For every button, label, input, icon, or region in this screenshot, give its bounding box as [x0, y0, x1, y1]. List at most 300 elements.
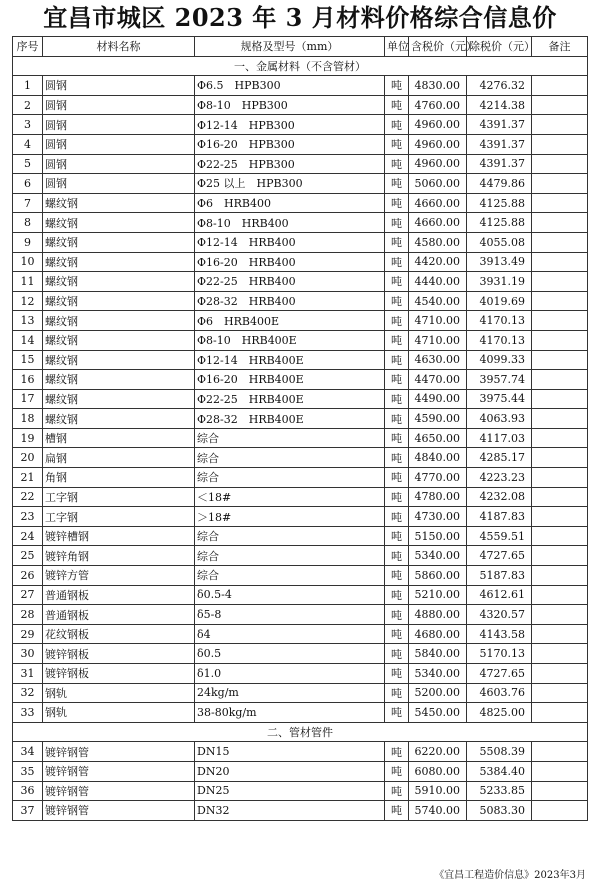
- cell-unit: 吨: [385, 154, 409, 174]
- cell-price-tax: 5340.00: [409, 546, 467, 566]
- cell-price-tax: 4960.00: [409, 154, 467, 174]
- col-header-remark: 备注: [532, 37, 588, 57]
- cell-price-tax: 4770.00: [409, 468, 467, 488]
- cell-remark: [532, 468, 588, 488]
- cell-price-tax: 4710.00: [409, 311, 467, 331]
- cell-price-notax: 4391.37: [467, 154, 532, 174]
- cell-spec: Φ6 HRB400E: [195, 311, 385, 331]
- cell-name: 槽钢: [43, 428, 195, 448]
- cell-spec: 综合: [195, 546, 385, 566]
- cell-index: 30: [13, 644, 43, 664]
- cell-spec: δ1.0: [195, 664, 385, 684]
- cell-index: 6: [13, 174, 43, 194]
- table-row: [13, 154, 588, 174]
- table-row: [13, 742, 588, 762]
- table-row: [13, 291, 588, 311]
- cell-remark: [532, 507, 588, 527]
- cell-price-tax: 4760.00: [409, 95, 467, 115]
- cell-index: 8: [13, 213, 43, 233]
- cell-unit: 吨: [385, 115, 409, 135]
- table-row: [13, 624, 588, 644]
- source-footer: 《宜昌工程造价信息》2023年3月: [434, 870, 586, 881]
- cell-price-tax: 6220.00: [409, 742, 467, 762]
- cell-unit: 吨: [385, 370, 409, 390]
- cell-price-notax: 4187.83: [467, 507, 532, 527]
- cell-unit: 吨: [385, 389, 409, 409]
- cell-unit: 吨: [385, 350, 409, 370]
- cell-price-notax: 3913.49: [467, 252, 532, 272]
- cell-index: 36: [13, 781, 43, 801]
- cell-remark: [532, 664, 588, 684]
- cell-index: 14: [13, 330, 43, 350]
- cell-index: 29: [13, 624, 43, 644]
- cell-unit: 吨: [385, 546, 409, 566]
- table-row: [13, 252, 588, 272]
- cell-unit: 吨: [385, 507, 409, 527]
- cell-spec: ＜18#: [195, 487, 385, 507]
- cell-price-tax: 5860.00: [409, 566, 467, 586]
- cell-remark: [532, 134, 588, 154]
- cell-remark: [532, 252, 588, 272]
- cell-spec: 综合: [195, 566, 385, 586]
- cell-spec: Φ28-32 HRB400E: [195, 409, 385, 429]
- cell-index: 37: [13, 801, 43, 821]
- section-row: [13, 56, 588, 76]
- table-row: [13, 134, 588, 154]
- cell-spec: 综合: [195, 428, 385, 448]
- cell-index: 13: [13, 311, 43, 331]
- table-row: [13, 546, 588, 566]
- cell-name: 螺纹钢: [43, 370, 195, 390]
- cell-price-tax: 4490.00: [409, 389, 467, 409]
- cell-name: 圆钢: [43, 154, 195, 174]
- cell-unit: 吨: [385, 468, 409, 488]
- cell-name: 螺纹钢: [43, 272, 195, 292]
- cell-price-notax: 4603.76: [467, 683, 532, 703]
- table-row: [13, 428, 588, 448]
- cell-unit: 吨: [385, 134, 409, 154]
- cell-price-tax: 4630.00: [409, 350, 467, 370]
- cell-spec: Φ16-20 HRB400E: [195, 370, 385, 390]
- cell-spec: δ0.5-4: [195, 585, 385, 605]
- cell-name: 角钢: [43, 468, 195, 488]
- cell-spec: Φ16-20 HPB300: [195, 134, 385, 154]
- cell-price-notax: 4612.61: [467, 585, 532, 605]
- table-row: [13, 115, 588, 135]
- cell-unit: 吨: [385, 193, 409, 213]
- cell-price-notax: 3975.44: [467, 389, 532, 409]
- cell-price-notax: 4125.88: [467, 213, 532, 233]
- cell-remark: [532, 291, 588, 311]
- table-row: [13, 370, 588, 390]
- cell-price-notax: 3931.19: [467, 272, 532, 292]
- cell-index: 33: [13, 703, 43, 723]
- cell-index: 32: [13, 683, 43, 703]
- cell-remark: [532, 585, 588, 605]
- table-row: [13, 272, 588, 292]
- cell-index: 24: [13, 526, 43, 546]
- cell-index: 7: [13, 193, 43, 213]
- cell-index: 27: [13, 585, 43, 605]
- cell-price-tax: 5060.00: [409, 174, 467, 194]
- cell-unit: 吨: [385, 585, 409, 605]
- cell-spec: 综合: [195, 526, 385, 546]
- cell-price-notax: 5187.83: [467, 566, 532, 586]
- cell-remark: [532, 174, 588, 194]
- cell-price-tax: 4650.00: [409, 428, 467, 448]
- cell-remark: [532, 546, 588, 566]
- cell-spec: Φ12-14 HRB400: [195, 232, 385, 252]
- table-row: [13, 448, 588, 468]
- cell-index: 1: [13, 76, 43, 96]
- cell-price-tax: 4880.00: [409, 605, 467, 625]
- cell-spec: δ0.5: [195, 644, 385, 664]
- cell-price-notax: 4285.17: [467, 448, 532, 468]
- cell-remark: [532, 409, 588, 429]
- cell-unit: 吨: [385, 566, 409, 586]
- cell-spec: δ4: [195, 624, 385, 644]
- table-row: [13, 76, 588, 96]
- cell-spec: Φ22-25 HPB300: [195, 154, 385, 174]
- cell-price-notax: 3957.74: [467, 370, 532, 390]
- cell-name: 花纹钢板: [43, 624, 195, 644]
- cell-price-notax: 5170.13: [467, 644, 532, 664]
- col-header-name: 材料名称: [43, 37, 195, 57]
- cell-unit: 吨: [385, 742, 409, 762]
- cell-price-tax: 4830.00: [409, 76, 467, 96]
- table-row: [13, 566, 588, 586]
- cell-price-notax: 4391.37: [467, 115, 532, 135]
- cell-remark: [532, 311, 588, 331]
- cell-name: 扁钢: [43, 448, 195, 468]
- cell-name: 圆钢: [43, 76, 195, 96]
- cell-price-notax: 4214.38: [467, 95, 532, 115]
- cell-remark: [532, 330, 588, 350]
- cell-remark: [532, 703, 588, 723]
- cell-unit: 吨: [385, 664, 409, 684]
- table-row: [13, 526, 588, 546]
- cell-price-tax: 5200.00: [409, 683, 467, 703]
- cell-spec: Φ22-25 HRB400E: [195, 389, 385, 409]
- cell-index: 19: [13, 428, 43, 448]
- cell-unit: 吨: [385, 95, 409, 115]
- cell-price-tax: 4540.00: [409, 291, 467, 311]
- cell-price-notax: 4825.00: [467, 703, 532, 723]
- cell-price-notax: 4276.32: [467, 76, 532, 96]
- cell-remark: [532, 272, 588, 292]
- cell-price-tax: 6080.00: [409, 761, 467, 781]
- cell-name: 螺纹钢: [43, 213, 195, 233]
- cell-price-tax: 5450.00: [409, 703, 467, 723]
- cell-remark: [532, 801, 588, 821]
- cell-price-tax: 4590.00: [409, 409, 467, 429]
- cell-price-tax: 4960.00: [409, 115, 467, 135]
- cell-unit: 吨: [385, 644, 409, 664]
- cell-name: 螺纹钢: [43, 350, 195, 370]
- table-row: [13, 311, 588, 331]
- cell-remark: [532, 232, 588, 252]
- cell-name: 镀锌角钢: [43, 546, 195, 566]
- cell-index: 17: [13, 389, 43, 409]
- cell-name: 螺纹钢: [43, 252, 195, 272]
- cell-price-tax: 5910.00: [409, 781, 467, 801]
- cell-remark: [532, 95, 588, 115]
- cell-price-notax: 5384.40: [467, 761, 532, 781]
- cell-name: 镀锌槽钢: [43, 526, 195, 546]
- cell-spec: ＞18#: [195, 507, 385, 527]
- cell-price-notax: 5508.39: [467, 742, 532, 762]
- cell-unit: 吨: [385, 232, 409, 252]
- cell-index: 26: [13, 566, 43, 586]
- table-row: [13, 95, 588, 115]
- cell-price-tax: 5840.00: [409, 644, 467, 664]
- cell-name: 钢轨: [43, 683, 195, 703]
- cell-unit: 吨: [385, 330, 409, 350]
- cell-index: 16: [13, 370, 43, 390]
- cell-remark: [532, 213, 588, 233]
- cell-price-tax: 4710.00: [409, 330, 467, 350]
- cell-unit: 吨: [385, 683, 409, 703]
- table-row: [13, 330, 588, 350]
- cell-spec: Φ8-10 HPB300: [195, 95, 385, 115]
- cell-remark: [532, 448, 588, 468]
- table-row: [13, 232, 588, 252]
- cell-price-notax: 4320.57: [467, 605, 532, 625]
- cell-remark: [532, 624, 588, 644]
- cell-unit: 吨: [385, 526, 409, 546]
- cell-price-notax: 4559.51: [467, 526, 532, 546]
- cell-index: 15: [13, 350, 43, 370]
- cell-unit: 吨: [385, 213, 409, 233]
- cell-remark: [532, 605, 588, 625]
- cell-name: 工字钢: [43, 507, 195, 527]
- table-row: [13, 389, 588, 409]
- cell-spec: 24kg/m: [195, 683, 385, 703]
- cell-index: 5: [13, 154, 43, 174]
- cell-spec: Φ16-20 HRB400: [195, 252, 385, 272]
- cell-spec: Φ6.5 HPB300: [195, 76, 385, 96]
- cell-spec: Φ25 以上 HPB300: [195, 174, 385, 194]
- cell-remark: [532, 742, 588, 762]
- cell-name: 圆钢: [43, 174, 195, 194]
- cell-spec: DN20: [195, 761, 385, 781]
- cell-unit: 吨: [385, 291, 409, 311]
- cell-unit: 吨: [385, 311, 409, 331]
- cell-index: 10: [13, 252, 43, 272]
- table-row: [13, 585, 588, 605]
- cell-index: 4: [13, 134, 43, 154]
- cell-unit: 吨: [385, 801, 409, 821]
- cell-unit: 吨: [385, 252, 409, 272]
- cell-unit: 吨: [385, 428, 409, 448]
- table-row: [13, 605, 588, 625]
- col-header-index: 序号: [13, 37, 43, 57]
- table-row: [13, 350, 588, 370]
- cell-name: 圆钢: [43, 134, 195, 154]
- cell-price-tax: 4660.00: [409, 193, 467, 213]
- table-row: [13, 409, 588, 429]
- cell-name: 普通钢板: [43, 605, 195, 625]
- cell-name: 螺纹钢: [43, 330, 195, 350]
- cell-remark: [532, 487, 588, 507]
- cell-price-notax: 4143.58: [467, 624, 532, 644]
- cell-price-tax: 4680.00: [409, 624, 467, 644]
- cell-unit: 吨: [385, 487, 409, 507]
- table-body: [13, 56, 588, 820]
- cell-price-notax: 5083.30: [467, 801, 532, 821]
- cell-unit: 吨: [385, 409, 409, 429]
- cell-remark: [532, 389, 588, 409]
- cell-index: 28: [13, 605, 43, 625]
- cell-price-notax: 4117.03: [467, 428, 532, 448]
- cell-name: 钢轨: [43, 703, 195, 723]
- cell-name: 螺纹钢: [43, 232, 195, 252]
- cell-remark: [532, 76, 588, 96]
- table-row: [13, 703, 588, 723]
- cell-price-tax: 4470.00: [409, 370, 467, 390]
- cell-remark: [532, 115, 588, 135]
- section-title: 一、金属材料（不含管材）: [13, 56, 588, 76]
- cell-name: 工字钢: [43, 487, 195, 507]
- cell-unit: 吨: [385, 174, 409, 194]
- cell-price-notax: 4391.37: [467, 134, 532, 154]
- cell-price-tax: 5740.00: [409, 801, 467, 821]
- cell-index: 9: [13, 232, 43, 252]
- cell-name: 圆钢: [43, 95, 195, 115]
- cell-remark: [532, 428, 588, 448]
- section-row: [13, 722, 588, 742]
- cell-price-tax: 5340.00: [409, 664, 467, 684]
- col-header-price-notax: 除税价（元）: [467, 37, 532, 57]
- cell-remark: [532, 566, 588, 586]
- cell-index: 25: [13, 546, 43, 566]
- cell-unit: 吨: [385, 761, 409, 781]
- cell-index: 12: [13, 291, 43, 311]
- cell-name: 圆钢: [43, 115, 195, 135]
- cell-remark: [532, 644, 588, 664]
- cell-spec: DN32: [195, 801, 385, 821]
- cell-index: 23: [13, 507, 43, 527]
- cell-price-notax: 4099.33: [467, 350, 532, 370]
- cell-unit: 吨: [385, 624, 409, 644]
- cell-price-notax: 4063.93: [467, 409, 532, 429]
- cell-name: 镀锌方管: [43, 566, 195, 586]
- cell-spec: Φ6 HRB400: [195, 193, 385, 213]
- cell-name: 螺纹钢: [43, 291, 195, 311]
- cell-spec: 综合: [195, 448, 385, 468]
- cell-name: 镀锌钢板: [43, 644, 195, 664]
- cell-name: 螺纹钢: [43, 409, 195, 429]
- cell-spec: Φ28-32 HRB400: [195, 291, 385, 311]
- cell-unit: 吨: [385, 448, 409, 468]
- cell-index: 22: [13, 487, 43, 507]
- cell-spec: Φ12-14 HPB300: [195, 115, 385, 135]
- cell-price-tax: 5210.00: [409, 585, 467, 605]
- table-row: [13, 193, 588, 213]
- cell-price-tax: 4420.00: [409, 252, 467, 272]
- cell-index: 21: [13, 468, 43, 488]
- cell-price-notax: 5233.85: [467, 781, 532, 801]
- page-title: 宜昌市城区 2023 年 3 月材料价格综合信息价: [43, 3, 557, 32]
- cell-name: 镀锌钢管: [43, 761, 195, 781]
- cell-price-notax: 4125.88: [467, 193, 532, 213]
- table-row: [13, 761, 588, 781]
- cell-price-tax: 4960.00: [409, 134, 467, 154]
- col-header-unit: 单位: [385, 37, 409, 57]
- cell-name: 普通钢板: [43, 585, 195, 605]
- cell-price-notax: 4727.65: [467, 546, 532, 566]
- table-header-row: [13, 37, 588, 57]
- section-title: 二、管材管件: [13, 722, 588, 742]
- cell-price-tax: 4660.00: [409, 213, 467, 233]
- cell-price-notax: 4479.86: [467, 174, 532, 194]
- cell-remark: [532, 781, 588, 801]
- cell-spec: Φ8-10 HRB400E: [195, 330, 385, 350]
- cell-spec: Φ8-10 HRB400: [195, 213, 385, 233]
- cell-index: 35: [13, 761, 43, 781]
- cell-index: 2: [13, 95, 43, 115]
- cell-index: 34: [13, 742, 43, 762]
- cell-price-tax: 4440.00: [409, 272, 467, 292]
- cell-name: 镀锌钢管: [43, 781, 195, 801]
- cell-remark: [532, 154, 588, 174]
- cell-price-tax: 4780.00: [409, 487, 467, 507]
- cell-index: 31: [13, 664, 43, 684]
- cell-price-notax: 4019.69: [467, 291, 532, 311]
- cell-name: 镀锌钢管: [43, 801, 195, 821]
- table-row: [13, 468, 588, 488]
- cell-index: 18: [13, 409, 43, 429]
- table-row: [13, 683, 588, 703]
- price-table: [12, 36, 588, 821]
- cell-price-notax: 4055.08: [467, 232, 532, 252]
- cell-unit: 吨: [385, 781, 409, 801]
- cell-name: 螺纹钢: [43, 193, 195, 213]
- col-header-spec: 规格及型号（mm）: [195, 37, 385, 57]
- cell-unit: 吨: [385, 272, 409, 292]
- cell-remark: [532, 370, 588, 390]
- cell-price-notax: 4170.13: [467, 311, 532, 331]
- cell-name: 螺纹钢: [43, 311, 195, 331]
- table-row: [13, 487, 588, 507]
- cell-name: 螺纹钢: [43, 389, 195, 409]
- cell-name: 镀锌钢管: [43, 742, 195, 762]
- table-row: [13, 664, 588, 684]
- cell-spec: 综合: [195, 468, 385, 488]
- table-row: [13, 801, 588, 821]
- cell-unit: 吨: [385, 76, 409, 96]
- cell-remark: [532, 526, 588, 546]
- table-row: [13, 781, 588, 801]
- cell-remark: [532, 761, 588, 781]
- cell-unit: 吨: [385, 703, 409, 723]
- cell-spec: 38-80kg/m: [195, 703, 385, 723]
- cell-remark: [532, 683, 588, 703]
- cell-index: 11: [13, 272, 43, 292]
- cell-price-notax: 4232.08: [467, 487, 532, 507]
- cell-spec: Φ12-14 HRB400E: [195, 350, 385, 370]
- cell-remark: [532, 193, 588, 213]
- cell-spec: δ5-8: [195, 605, 385, 625]
- cell-spec: Φ22-25 HRB400: [195, 272, 385, 292]
- col-header-price-tax: 含税价（元）: [409, 37, 467, 57]
- table-row: [13, 174, 588, 194]
- cell-spec: DN25: [195, 781, 385, 801]
- cell-price-notax: 4170.13: [467, 330, 532, 350]
- cell-remark: [532, 350, 588, 370]
- cell-name: 镀锌钢板: [43, 664, 195, 684]
- cell-unit: 吨: [385, 605, 409, 625]
